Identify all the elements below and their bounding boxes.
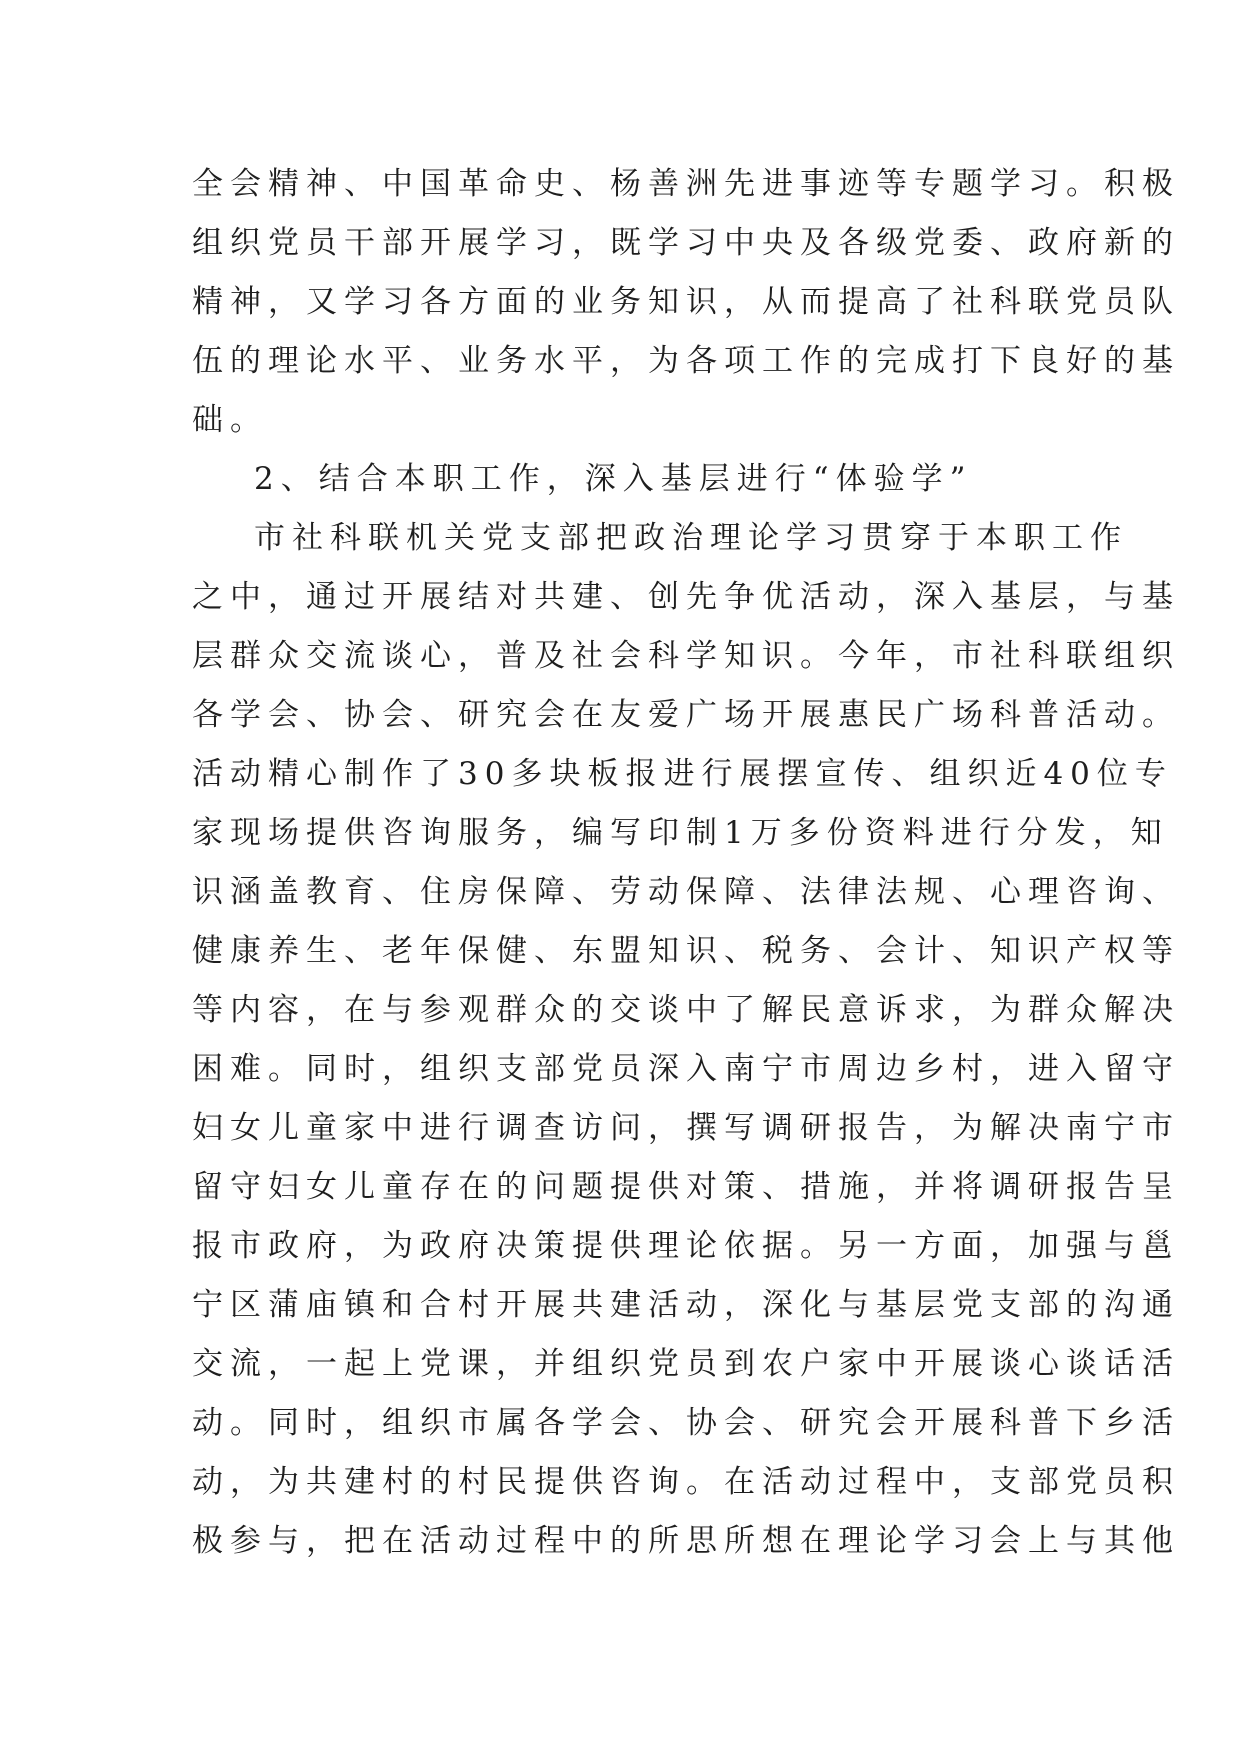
text-line: 极参与，把在活动过程中的所思所想在理论学习会上与其他	[192, 1523, 1180, 1559]
text-line: 之中，通过开展结对共建、创先争优活动，深入基层，与基	[192, 579, 1180, 615]
text-line: 报市政府，为政府决策提供理论依据。另一方面，加强与邕	[192, 1228, 1180, 1264]
body-text	[192, 155, 1180, 1571]
text-line: 组织党员干部开展学习，既学习中央及各级党委、政府新的	[192, 225, 1180, 261]
text-line: 健康养生、老年保健、东盟知识、税务、会计、知识产权等	[192, 933, 1180, 969]
text-line: 动。同时，组织市属各学会、协会、研究会开展科普下乡活	[192, 1405, 1180, 1441]
text-line: 活动精心制作了30多块板报进行展摆宣传、组织近40位专	[192, 756, 1173, 792]
text-line: 宁区蒲庙镇和合村开展共建活动，深化与基层党支部的沟通	[192, 1287, 1180, 1323]
text-line: 家现场提供咨询服务，编写印制1万多份资料进行分发，知	[192, 815, 1169, 851]
text-line: 识涵盖教育、住房保障、劳动保障、法律法规、心理咨询、	[192, 874, 1180, 910]
text-line: 动，为共建村的村民提供咨询。在活动过程中，支部党员积	[192, 1464, 1180, 1500]
section-heading: 2、结合本职工作，深入基层进行“体验学”	[254, 461, 973, 497]
text-line: 等内容，在与参观群众的交谈中了解民意诉求，为群众解决	[192, 992, 1180, 1028]
text-line: 础。	[192, 402, 268, 438]
paragraph-first-line: 市社科联机关党支部把政治理论学习贯穿于本职工作	[254, 520, 1128, 556]
text-line: 全会精神、中国革命史、杨善洲先进事迹等专题学习。积极	[192, 166, 1180, 202]
text-line: 交流，一起上党课，并组织党员到农户家中开展谈心谈话活	[192, 1346, 1180, 1382]
text-line: 伍的理论水平、业务水平，为各项工作的完成打下良好的基	[192, 343, 1180, 379]
text-line: 妇女儿童家中进行调查访问，撰写调研报告，为解决南宁市	[192, 1110, 1180, 1146]
text-line: 精神，又学习各方面的业务知识，从而提高了社科联党员队	[192, 284, 1180, 320]
text-line: 层群众交流谈心，普及社会科学知识。今年，市社科联组织	[192, 638, 1180, 674]
text-line: 各学会、协会、研究会在友爱广场开展惠民广场科普活动。	[192, 697, 1180, 733]
text-line: 困难。同时，组织支部党员深入南宁市周边乡村，进入留守	[192, 1051, 1180, 1087]
text-line: 留守妇女儿童存在的问题提供对策、措施，并将调研报告呈	[192, 1169, 1180, 1205]
